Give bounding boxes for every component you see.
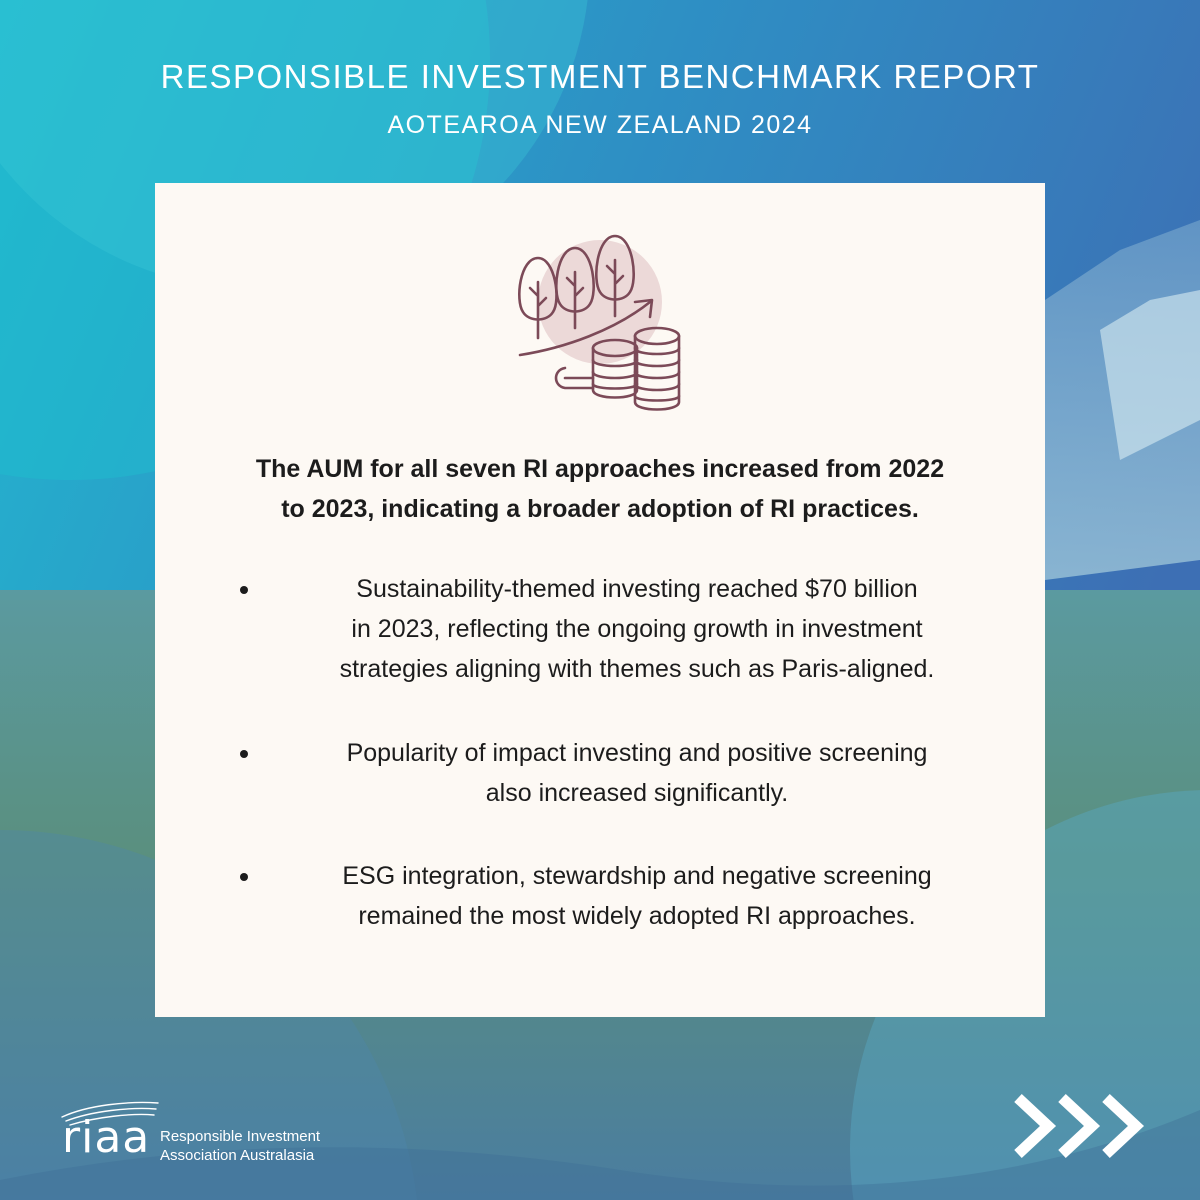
bullet-item <box>230 569 1010 689</box>
bullet-text-line: Popularity of impact investing and positive screening <box>346 739 928 767</box>
triple-chevron-right-icon[interactable] <box>1012 1090 1150 1162</box>
bullet-item <box>230 733 1010 813</box>
bullet-text-line: in 2023, reflecting the ongoing growth in investment <box>351 615 923 643</box>
bullet-dot-icon <box>240 586 248 594</box>
trees-growth-coins-icon <box>505 230 695 415</box>
report-subtitle: AOTEAROA NEW ZEALAND 2024 <box>387 111 813 139</box>
bullet-dot-icon <box>240 750 248 758</box>
bullet-text-line: ESG integration, stewardship and negative screening <box>342 862 932 890</box>
bullet-text-line: remained the most widely adopted RI approaches. <box>358 902 916 930</box>
bullet-text-line: Sustainability-themed investing reached $70 billion <box>356 575 918 603</box>
bullet-text-line: strategies aligning with themes such as Paris-aligned. <box>339 655 935 683</box>
bullet-text-line: also increased significantly. <box>485 779 789 807</box>
key-finding-headline <box>190 449 1010 529</box>
headline-line-2: to 2023, indicating a broader adoption of RI practices. <box>281 495 919 523</box>
riaa-logo-caption <box>160 1127 320 1165</box>
bullet-dot-icon <box>240 873 248 881</box>
caption-line-2: Association Australasia <box>160 1147 315 1164</box>
report-title: RESPONSIBLE INVESTMENT BENCHMARK REPORT <box>160 58 1040 95</box>
riaa-logo-text: riaa <box>62 1112 151 1163</box>
caption-line-1: Responsible Investment <box>160 1128 321 1145</box>
bullet-item <box>230 856 1010 936</box>
headline-line-1: The AUM for all seven RI approaches increased from 2022 <box>255 455 945 483</box>
